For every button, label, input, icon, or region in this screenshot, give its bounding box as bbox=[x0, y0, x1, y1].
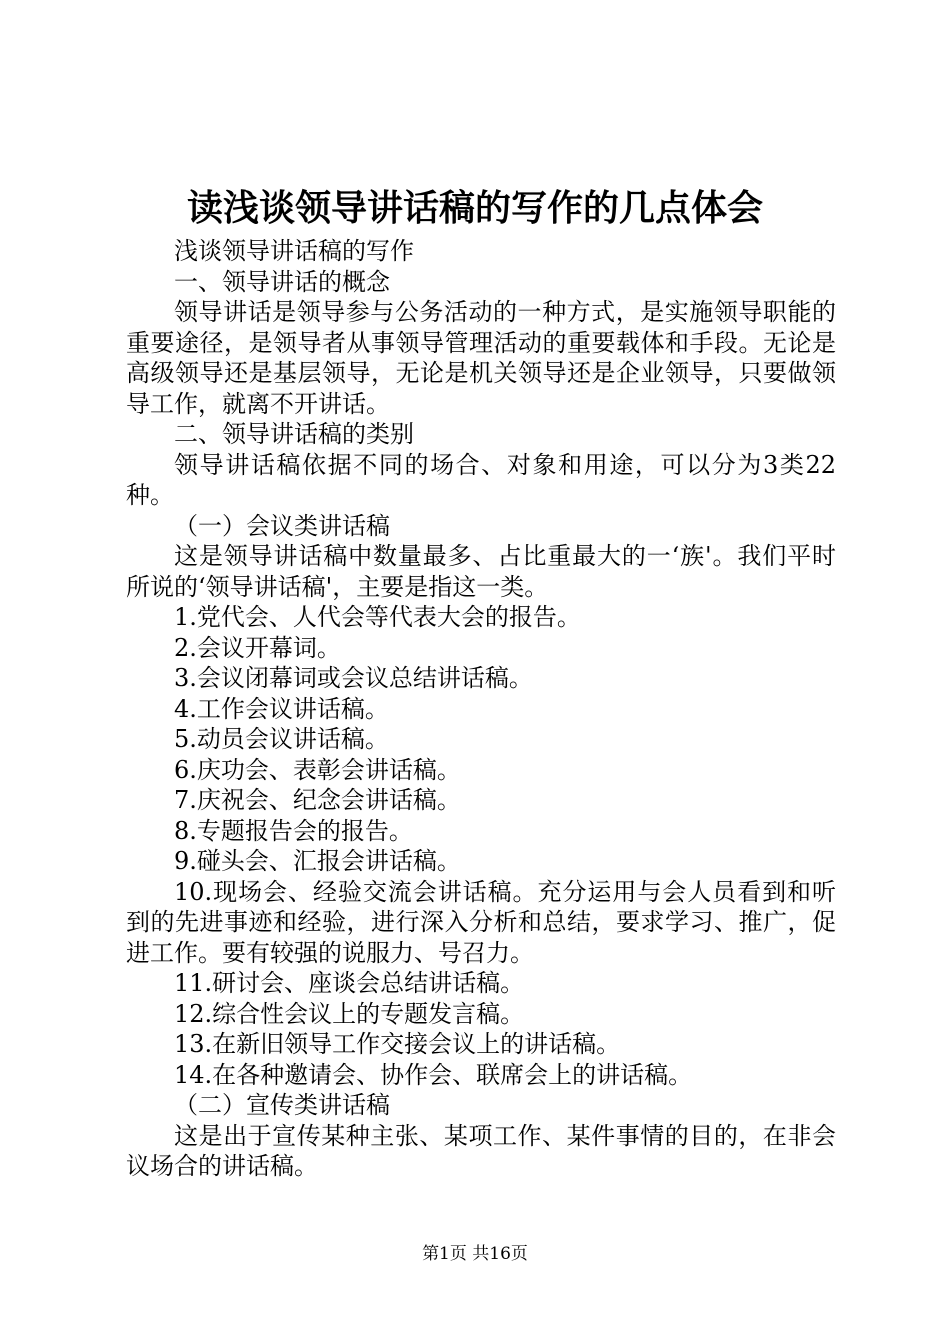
list-item: 4.工作会议讲话稿。 bbox=[174, 694, 389, 723]
document-body bbox=[126, 236, 836, 1182]
paragraph: 这是领导讲话稿中数量最多、占比重最大的一‘族'。我们平时所说的‘领导讲话稿'，主要是指这一类。 bbox=[126, 542, 836, 601]
document-title: 读浅谈领导讲话稿的写作的几点体会 bbox=[186, 187, 763, 229]
list-item: 14.在各种邀请会、协作会、联席会上的讲话稿。 bbox=[174, 1060, 693, 1089]
list-item: 9.碰头会、汇报会讲话稿。 bbox=[174, 847, 461, 875]
list-item: 8.专题报告会的报告。 bbox=[174, 816, 413, 845]
list-item: 11.研讨会、座谈会总结讲话稿。 bbox=[174, 969, 525, 997]
subsection-heading: （一）会议类讲话稿 bbox=[174, 511, 390, 540]
list-item: 3.会议闭幕词或会议总结讲话稿。 bbox=[174, 664, 533, 692]
list-item: 6.庆功会、表彰会讲话稿。 bbox=[174, 755, 461, 784]
section-heading: 一、领导讲话的概念 bbox=[174, 267, 390, 296]
list-item: 1.党代会、人代会等代表大会的报告。 bbox=[174, 603, 581, 631]
paragraph: 领导讲话是领导参与公务活动的一种方式，是实施领导职能的重要途径，是领导者从事领导管理活动的重要载体和手段。无论是高级领导还是基层领导，无论是机关领导还是企业领导，只要做领导工作，就离不开讲话。 bbox=[126, 298, 836, 418]
paragraph: 领导讲话稿依据不同的场合、对象和用途，可以分为3类22种。 bbox=[126, 450, 836, 509]
list-item: 7.庆祝会、纪念会讲话稿。 bbox=[174, 786, 461, 814]
list-item: 2.会议开幕词。 bbox=[174, 633, 341, 662]
list-item: 13.在新旧领导工作交接会议上的讲话稿。 bbox=[174, 1030, 621, 1058]
list-item: 10.现场会、经验交流会讲话稿。充分运用与会人员看到和听到的先进事迹和经验，进行深入分析和总结，要求学习、推广，促进工作。要有较强的说服力、号召力。 bbox=[126, 877, 836, 967]
paragraph: 浅谈领导讲话稿的写作 bbox=[174, 237, 414, 265]
paragraph: 这是出于宣传某种主张、某项工作、某件事情的目的，在非会议场合的讲话稿。 bbox=[126, 1121, 836, 1180]
section-heading: 二、领导讲话稿的类别 bbox=[174, 420, 414, 448]
subsection-heading: （二）宣传类讲话稿 bbox=[174, 1091, 390, 1119]
list-item: 12.综合性会议上的专题发言稿。 bbox=[174, 999, 525, 1028]
list-item: 5.动员会议讲话稿。 bbox=[174, 725, 389, 753]
page-footer: 第1页 共16页 bbox=[422, 1244, 528, 1264]
